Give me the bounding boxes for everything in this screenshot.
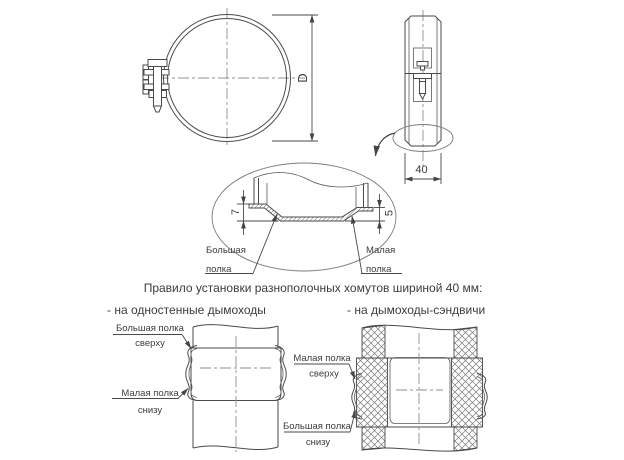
small-flange-top-callout (293, 353, 355, 380)
label-small-flange-top-line2: сверху (309, 368, 339, 380)
heading-single-wall: - на одностенные дымоходы (107, 303, 266, 317)
side-bolt (414, 48, 432, 102)
label-big-flange-bottom-line2: снизу (305, 437, 331, 448)
single-wall-diagram (112, 323, 286, 452)
bolt-head (148, 60, 167, 67)
pipe-top-break-line (193, 325, 278, 329)
break-line (254, 172, 368, 186)
bolt-assembly (143, 60, 169, 113)
label-big-flange-top-line2: сверху (135, 338, 165, 349)
side-view (376, 10, 454, 184)
insulation-upper-right (454, 327, 477, 358)
small-flange-label-line2: полка (366, 264, 392, 275)
label-small-flange-bottom-line2: снизу (137, 405, 163, 416)
band-cross-section (249, 172, 373, 221)
big-flange-callout (205, 214, 277, 275)
pipe-bottom-break-line (193, 446, 278, 450)
front-view (143, 8, 318, 148)
insulation-lower-left (362, 427, 385, 450)
band-width-dimension-label: 40 (415, 164, 428, 176)
inner-pipe-joint (390, 358, 450, 424)
label-big-flange-bottom-line1: Большая полка (283, 421, 351, 432)
sandwich-diagram (283, 325, 487, 451)
insulation-lower-right (454, 427, 477, 451)
big-flange-label-line2: полка (206, 264, 232, 275)
detail-callout-arrow (376, 133, 396, 156)
big-flange-bottom-callout (283, 411, 355, 449)
label-big-flange-top-line1: Большая полка (116, 323, 184, 334)
big-flange-dimension-label: 7 (230, 208, 242, 216)
big-flange-label-line1: Большая (206, 245, 246, 256)
diameter-dimension-label: D (295, 73, 310, 83)
small-flange-dimension-label: 5 (383, 209, 396, 217)
label-small-flange-top-line1: Малая полка (293, 353, 351, 364)
small-flange-label-line1: Малая (366, 245, 396, 256)
small-flange-bottom-callout (112, 388, 188, 416)
big-flange-top-callout (113, 323, 191, 349)
small-flange-callout (352, 216, 402, 275)
insulation-upper-left (362, 325, 385, 358)
heading-sandwich: - на дымоходы-сэндвичи (347, 303, 486, 317)
rule-title: Правило установки разнополочных хомутов шириной 40 мм: (143, 281, 483, 295)
label-small-flange-bottom-line1: Малая полка (121, 388, 179, 399)
detail-view (205, 163, 402, 275)
